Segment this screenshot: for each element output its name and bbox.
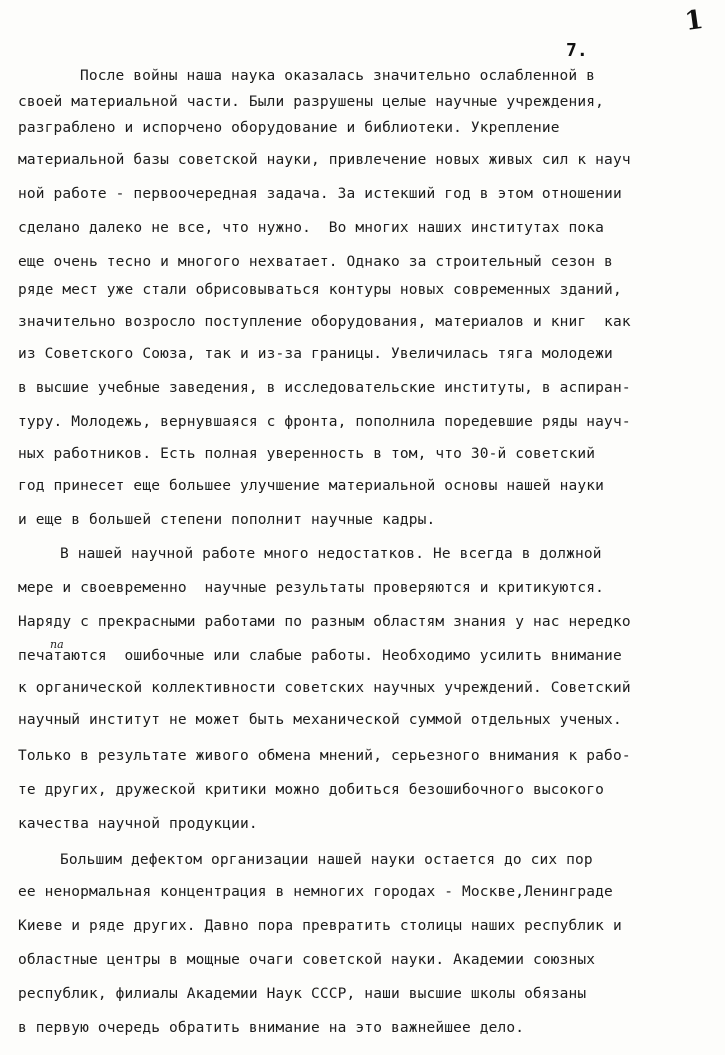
text-line: те других, дружеской критики можно добиться безошибочного высокого [18, 782, 605, 798]
text-line: Только в результате живого обмена мнений, серьезного внимания к рабо- [18, 748, 631, 764]
text-line: еще очень тесно и многого нехватает. Однако за строительный сезон в [18, 254, 613, 270]
text-line: республик, филиалы Академии Наук СССР, наши высшие школы обязаны [18, 986, 587, 1002]
corner-handwritten-mark: 1 [682, 4, 705, 38]
handwritten-correction: па [50, 638, 64, 651]
text-line: значительно возросло поступление оборудования, материалов и книг как [18, 314, 631, 330]
text-line: материальной базы советской науки, привлечение новых живых сил к науч [18, 152, 631, 168]
text-line: Киеве и ряде других. Давно пора превратить столицы наших республик и [18, 918, 622, 934]
text-line: туру. Молодежь, вернувшаяся с фронта, пополнила поредевшие ряды науч- [18, 414, 631, 430]
text-line: к органической коллективности советских научных учреждений. Советский [18, 680, 631, 696]
text-line: ряде мест уже стали обрисовываться контуры новых современных зданий, [18, 282, 622, 298]
text-line: сделано далеко не все, что нужно. Во многих наших институтах пока [18, 220, 605, 236]
text-line: из Советского Союза, так и из-за границы. Увеличилась тяга молодежи [18, 346, 613, 362]
text-line: ее ненормальная концентрация в немногих городах - Москве,Ленинграде [18, 884, 613, 900]
text-line: печатаются ошибочные или слабые работы. Необходимо усилить внимание [18, 648, 622, 664]
text-line: Наряду с прекрасными работами по разным областям знания у нас нередко [18, 614, 631, 630]
text-line: качества научной продукции. [18, 816, 258, 832]
text-line: ной работе - первоочередная задача. За истекший год в этом отношении [18, 186, 622, 202]
text-line: В нашей научной работе много недостатков. Не всегда в должной [60, 546, 602, 562]
text-line: После войны наша наука оказалась значительно ослабленной в [80, 68, 596, 84]
text-line: научный институт не может быть механической суммой отдельных ученых. [18, 712, 622, 728]
text-line: и еще в большей степени пополнит научные кадры. [18, 512, 436, 528]
text-line: областные центры в мощные очаги советской науки. Академии союзных [18, 952, 596, 968]
text-line: в высшие учебные заведения, в исследовательские институты, в аспиран- [18, 380, 631, 396]
text-line: год принесет еще большее улучшение материальной основы нашей науки [18, 478, 605, 494]
page-number: 7. [566, 40, 588, 61]
text-line: мере и своевременно научные результаты проверяются и критикуются. [18, 580, 605, 596]
text-line: разграблено и испорчено оборудование и библиотеки. Укрепление [18, 120, 560, 136]
text-line: в первую очередь обратить внимание на это важнейшее дело. [18, 1020, 525, 1036]
text-line: Большим дефектом организации нашей науки остается до сих пор [60, 852, 593, 868]
text-line: ных работников. Есть полная уверенность в том, что 30-й советский [18, 446, 596, 462]
text-line: своей материальной части. Были разрушены целые научные учреждения, [18, 94, 605, 110]
